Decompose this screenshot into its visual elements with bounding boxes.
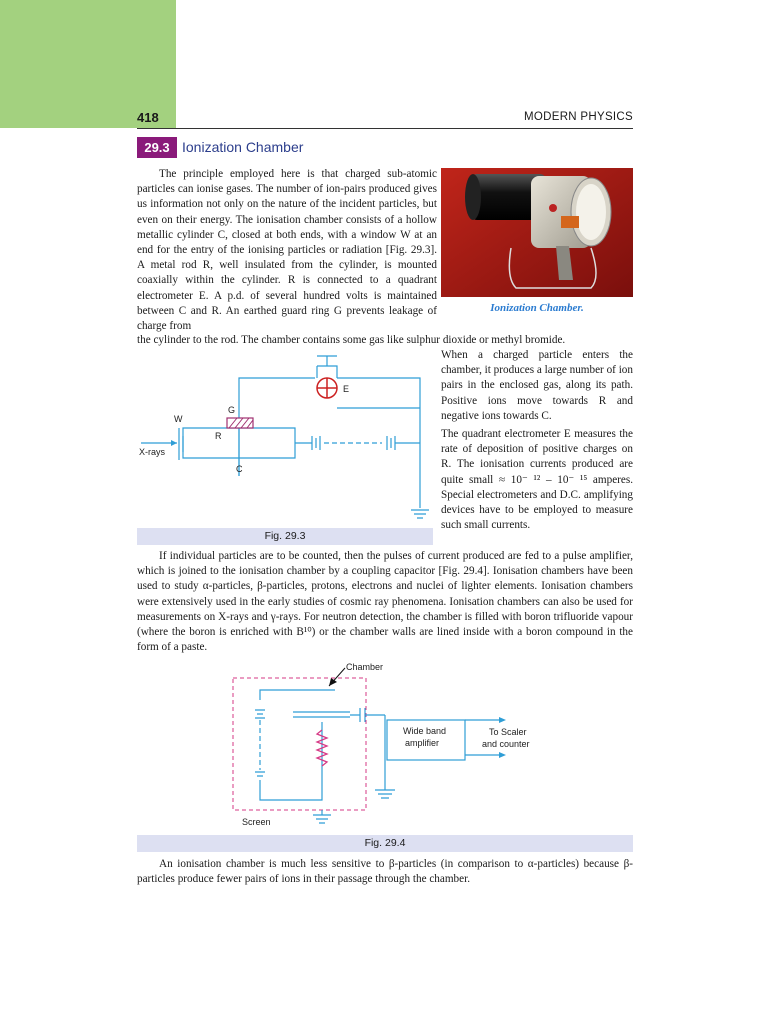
paragraph-1-continuation: the cylinder to the rod. The chamber contains some gas like sulphur dioxide or methyl bromide. — [137, 334, 566, 346]
header-rule — [137, 128, 633, 129]
label-R: R — [215, 431, 222, 441]
paragraph-2: When a charged particle enters the chamber, it produces a large number of ion pairs in the enclosed gas, along its path. Positive ions move towards R and negative ions towards C. — [441, 349, 633, 422]
running-title: MODERN PHYSICS — [524, 111, 633, 123]
label-out-line2: and counter — [482, 739, 530, 749]
label-out-line1: To Scaler — [489, 727, 527, 737]
photo-caption: Ionization Chamber. — [490, 302, 584, 314]
fig-29-3-caption: Fig. 29.3 — [137, 528, 433, 545]
label-chamber: Chamber — [346, 662, 384, 672]
fig-29-3-diagram — [137, 348, 433, 528]
fig-29-4-diagram — [225, 660, 555, 832]
paragraph-5: An ionisation chamber is much less sensitive to β-particles (in comparison to α-particles) because β-particles produce fewer pairs of ions in their passage through the chamber. — [137, 858, 633, 886]
page-number: 418 — [137, 110, 159, 125]
corner-color-block — [0, 0, 176, 128]
ionization-chamber-photo — [441, 168, 633, 297]
label-screen: Screen — [242, 817, 271, 827]
label-amp-line1: Wide band — [403, 726, 447, 736]
fig-29-4-caption: Fig. 29.4 — [137, 835, 633, 852]
paragraph-1-top: The principle employed here is that charged sub-atomic particles can ionise gases. The number of ion-pairs produced gives us information not only on the nature of the incident particles, but even on their energy. The ionisation chamber consists of a hollow metallic cylinder C, closed at both ends, with a window W at an end for the entry of the ionising particles or radiation [Fig. 29.3]. A metal rod R, well insulated from the cylinder, is mounted coaxially within the cylinder. R is connected to a quadrant electrometer E. A p.d. of several hundred volts is maintained between C and R. An earthed guard ring G prevents leakage of charge from — [137, 168, 437, 333]
label-W: W — [174, 414, 183, 424]
label-G: G — [228, 405, 236, 415]
label-xrays: X-rays — [139, 447, 166, 457]
paragraph-3: The quadrant electrometer E measures the rate of deposition of positive charges on R. The ionisation currents produced are quite small ≈ 10⁻ ¹² – 10⁻ ¹⁵ amperes. Special electrometers and D.C. amplifying devices have to be employed to measure such small currents. — [441, 428, 633, 532]
label-E: E — [343, 384, 350, 394]
label-C: C — [236, 464, 243, 474]
section-number-badge: 29.3 — [137, 137, 177, 158]
paragraph-4: If individual particles are to be counted, then the pulses of current produced are fed to a pulse amplifier, which is joined to the ionisation chamber by a coupling capacitor [Fig. 29.4]. Ionisation chambers have been used to study α-particles, β-particles, protons, electrons and nuclei of lighter elements. Ionisation chambers were extensively used in the early studies of cosmic ray phenomena. Ionisation chambers can also be used for measurements on X-rays and γ-rays. For neutron detection, the chamber is filled with boron trifluoride vapour (where the boron is enriched with B¹⁰) or the chamber walls are lined inside with a boron compound in the form of a paste. — [137, 550, 633, 654]
label-amp-line2: amplifier — [405, 738, 440, 748]
section-title: Ionization Chamber — [182, 139, 304, 155]
